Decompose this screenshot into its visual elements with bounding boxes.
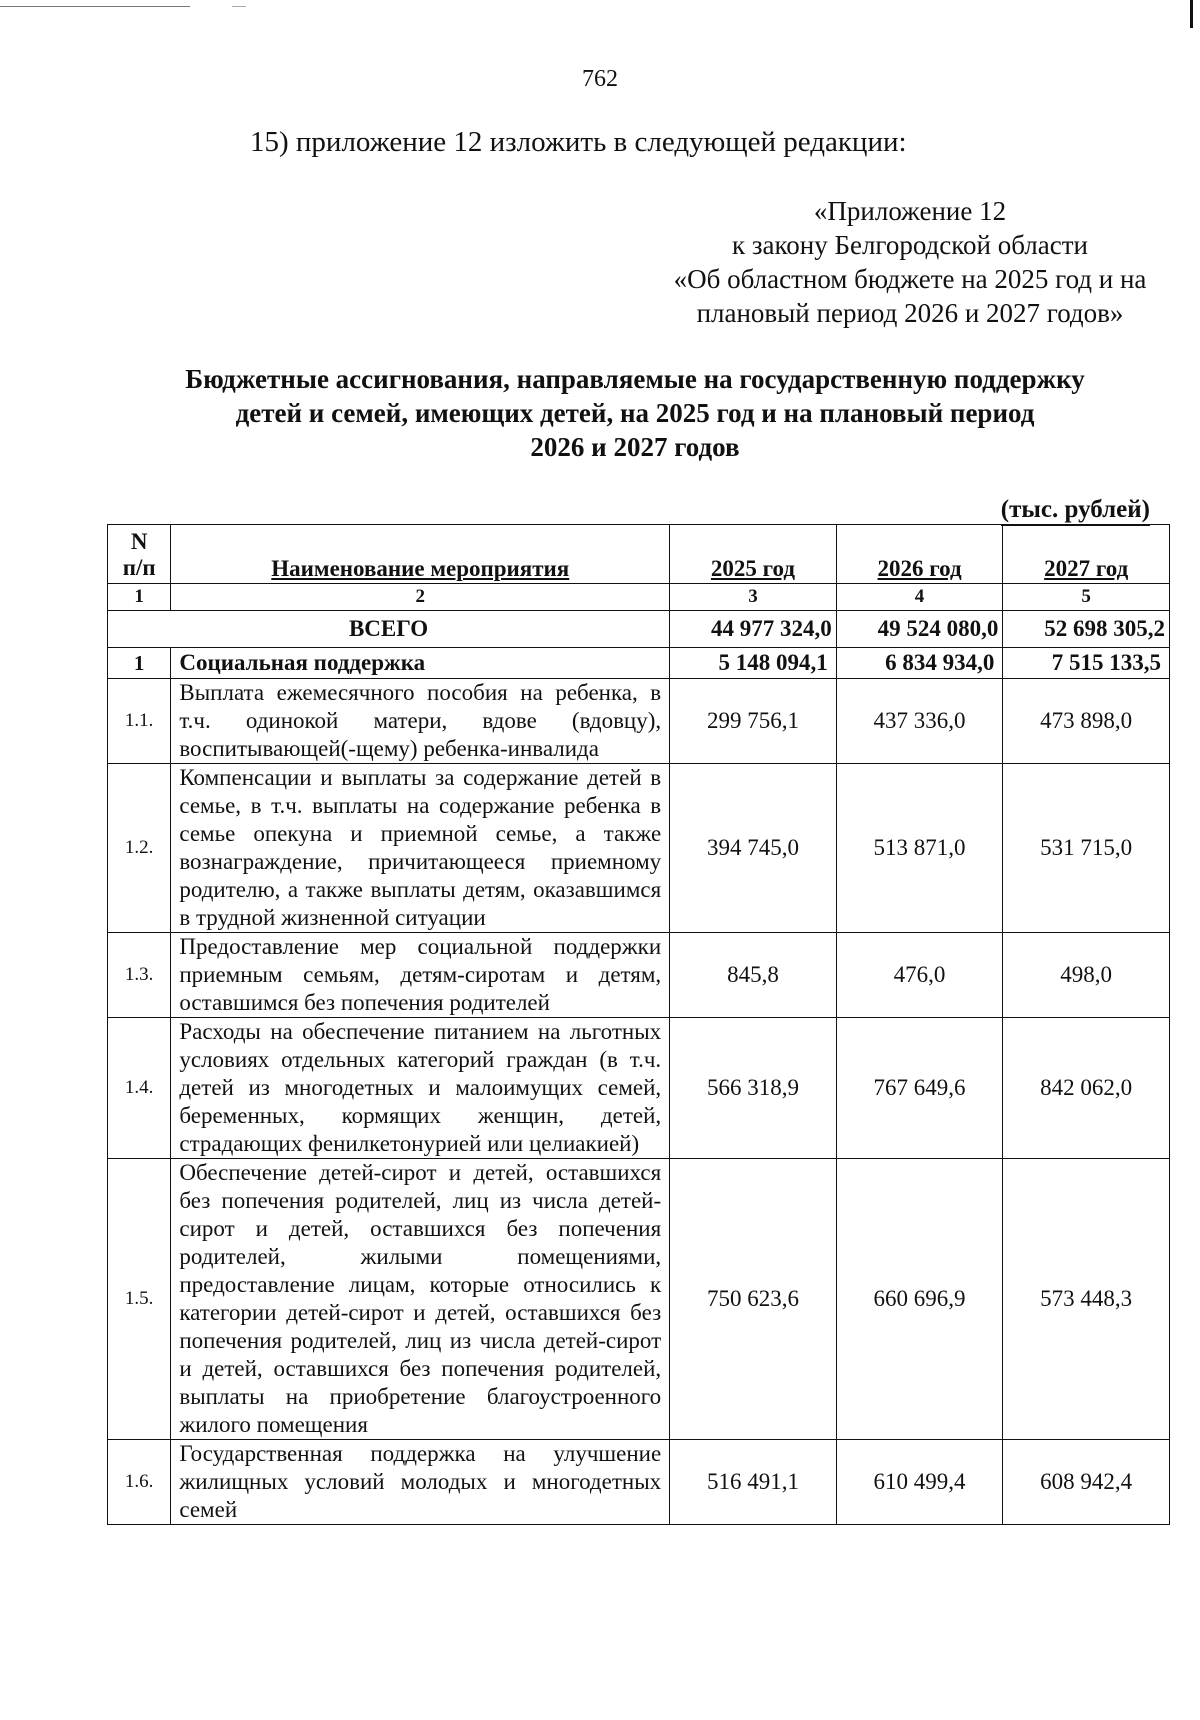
appendix-line-2: к закону Белгородской области: [732, 230, 1088, 260]
title-line-2: детей и семей, имеющих детей, на 2025 год и на плановый период: [235, 398, 1035, 428]
table-row: [108, 1018, 1170, 1159]
header-2027: 2027 год: [1003, 525, 1170, 584]
header-number-line-1: N: [130, 529, 148, 554]
row-name: Выплата ежемесячного пособия на ребенка, в т.ч. одинокой матери, вдове (вдовцу), воспитывающей(-щему) ребенка-инвалида: [171, 679, 670, 764]
row-number: 1.6.: [108, 1440, 171, 1525]
table-row: [108, 679, 1170, 764]
appendix-line-1: «Приложение 12: [813, 196, 1007, 226]
column-number-4: 4: [836, 584, 1003, 611]
scan-artifact-tick: [232, 6, 246, 7]
scan-artifact-line: [0, 6, 190, 7]
column-number-3: 3: [670, 584, 837, 611]
row-2025: 394 745,0: [670, 764, 837, 933]
table-row: [108, 1159, 1170, 1440]
row-2027: 573 448,3: [1003, 1159, 1170, 1440]
appendix-line-3: «Об областном бюджете на 2025 год и на: [673, 264, 1147, 294]
row-name: Предоставление мер социальной поддержки приемным семьям, детям-сиротам и детям, оставшимся без попечения родителей: [171, 933, 670, 1018]
row-2027: 608 942,4: [1003, 1440, 1170, 1525]
header-2025: 2025 год: [670, 525, 837, 584]
scan-artifact-edge-mark: [1190, 0, 1193, 28]
column-number-1: 1: [108, 584, 171, 611]
row-2025: 750 623,6: [670, 1159, 837, 1440]
column-number-2: 2: [171, 584, 670, 611]
row-name: Обеспечение детей-сирот и детей, оставшихся без попечения родителей, лиц из числа детей-сирот и детей, оставшихся без попечения родителей, жилыми помещениями, предоставление лицам, которые относились к категории детей-сирот и детей, оставшихся без попечения родителей, лиц из числа детей-сирот и детей, оставшихся без попечения родителей, выплаты на приобретение благоустроенного жилого помещения: [171, 1159, 670, 1440]
table-row: [108, 764, 1170, 933]
document-title: [130, 362, 1140, 464]
units-label: (тыс. рублей): [1001, 496, 1150, 526]
appendix-line-4: плановый период 2026 и 2027 годов»: [696, 298, 1124, 328]
table-header-row: [108, 525, 1170, 584]
row-number: 1.4.: [108, 1018, 171, 1159]
total-label: ВСЕГО: [108, 611, 670, 648]
row-name: Государственная поддержка на улучшение жилищных условий молодых и многодетных семей: [171, 1440, 670, 1525]
section-2027: 7 515 133,5: [1003, 648, 1170, 679]
table-row: [108, 1440, 1170, 1525]
row-2025: 566 318,9: [670, 1018, 837, 1159]
section-number: 1: [108, 648, 171, 679]
row-2027: 531 715,0: [1003, 764, 1170, 933]
row-2026: 513 871,0: [836, 764, 1003, 933]
row-2026: 437 336,0: [836, 679, 1003, 764]
column-number-row: [108, 584, 1170, 611]
row-name: Расходы на обеспечение питанием на льготных условиях отдельных категорий граждан (в т.ч. детей из многодетных и малоимущих семей, беременных, кормящих женщин, детей, страдающих фенилкетонурией или целиакией): [171, 1018, 670, 1159]
header-number: [108, 525, 171, 584]
header-name: Наименование мероприятия: [171, 525, 670, 584]
section-name: Социальная поддержка: [171, 648, 670, 679]
total-2026: 49 524 080,0: [836, 611, 1003, 648]
total-row: [108, 611, 1170, 648]
row-2027: 498,0: [1003, 933, 1170, 1018]
total-2027: 52 698 305,2: [1003, 611, 1170, 648]
row-number: 1.2.: [108, 764, 171, 933]
row-2027: 473 898,0: [1003, 679, 1170, 764]
row-2025: 299 756,1: [670, 679, 837, 764]
title-line-3: 2026 и 2027 годов: [530, 432, 740, 462]
amendment-instruction: 15) приложение 12 изложить в следующей редакции:: [250, 126, 907, 158]
row-2025: 516 491,1: [670, 1440, 837, 1525]
row-2026: 610 499,4: [836, 1440, 1003, 1525]
section-2026: 6 834 934,0: [836, 648, 1003, 679]
section-row: [108, 648, 1170, 679]
appendix-reference: [600, 194, 1200, 330]
table-row: [108, 933, 1170, 1018]
section-2025: 5 148 094,1: [670, 648, 837, 679]
row-2025: 845,8: [670, 933, 837, 1018]
row-number: 1.1.: [108, 679, 171, 764]
row-2026: 767 649,6: [836, 1018, 1003, 1159]
budget-table: [107, 524, 1170, 1525]
page-number: 762: [582, 66, 618, 92]
row-name: Компенсации и выплаты за содержание детей в семье, в т.ч. выплаты на содержание ребенка в семье опекуна и приемной семье, а также вознаграждение, причитающееся приемному родителю, а также выплаты детям, оказавшимся в трудной жизненной ситуации: [171, 764, 670, 933]
row-number: 1.3.: [108, 933, 171, 1018]
title-line-1: Бюджетные ассигнования, направляемые на государственную поддержку: [185, 364, 1085, 394]
column-number-5: 5: [1003, 584, 1170, 611]
header-2026: 2026 год: [836, 525, 1003, 584]
row-2027: 842 062,0: [1003, 1018, 1170, 1159]
header-number-line-2: п/п: [122, 555, 156, 580]
total-2025: 44 977 324,0: [670, 611, 837, 648]
row-2026: 660 696,9: [836, 1159, 1003, 1440]
row-number: 1.5.: [108, 1159, 171, 1440]
row-2026: 476,0: [836, 933, 1003, 1018]
